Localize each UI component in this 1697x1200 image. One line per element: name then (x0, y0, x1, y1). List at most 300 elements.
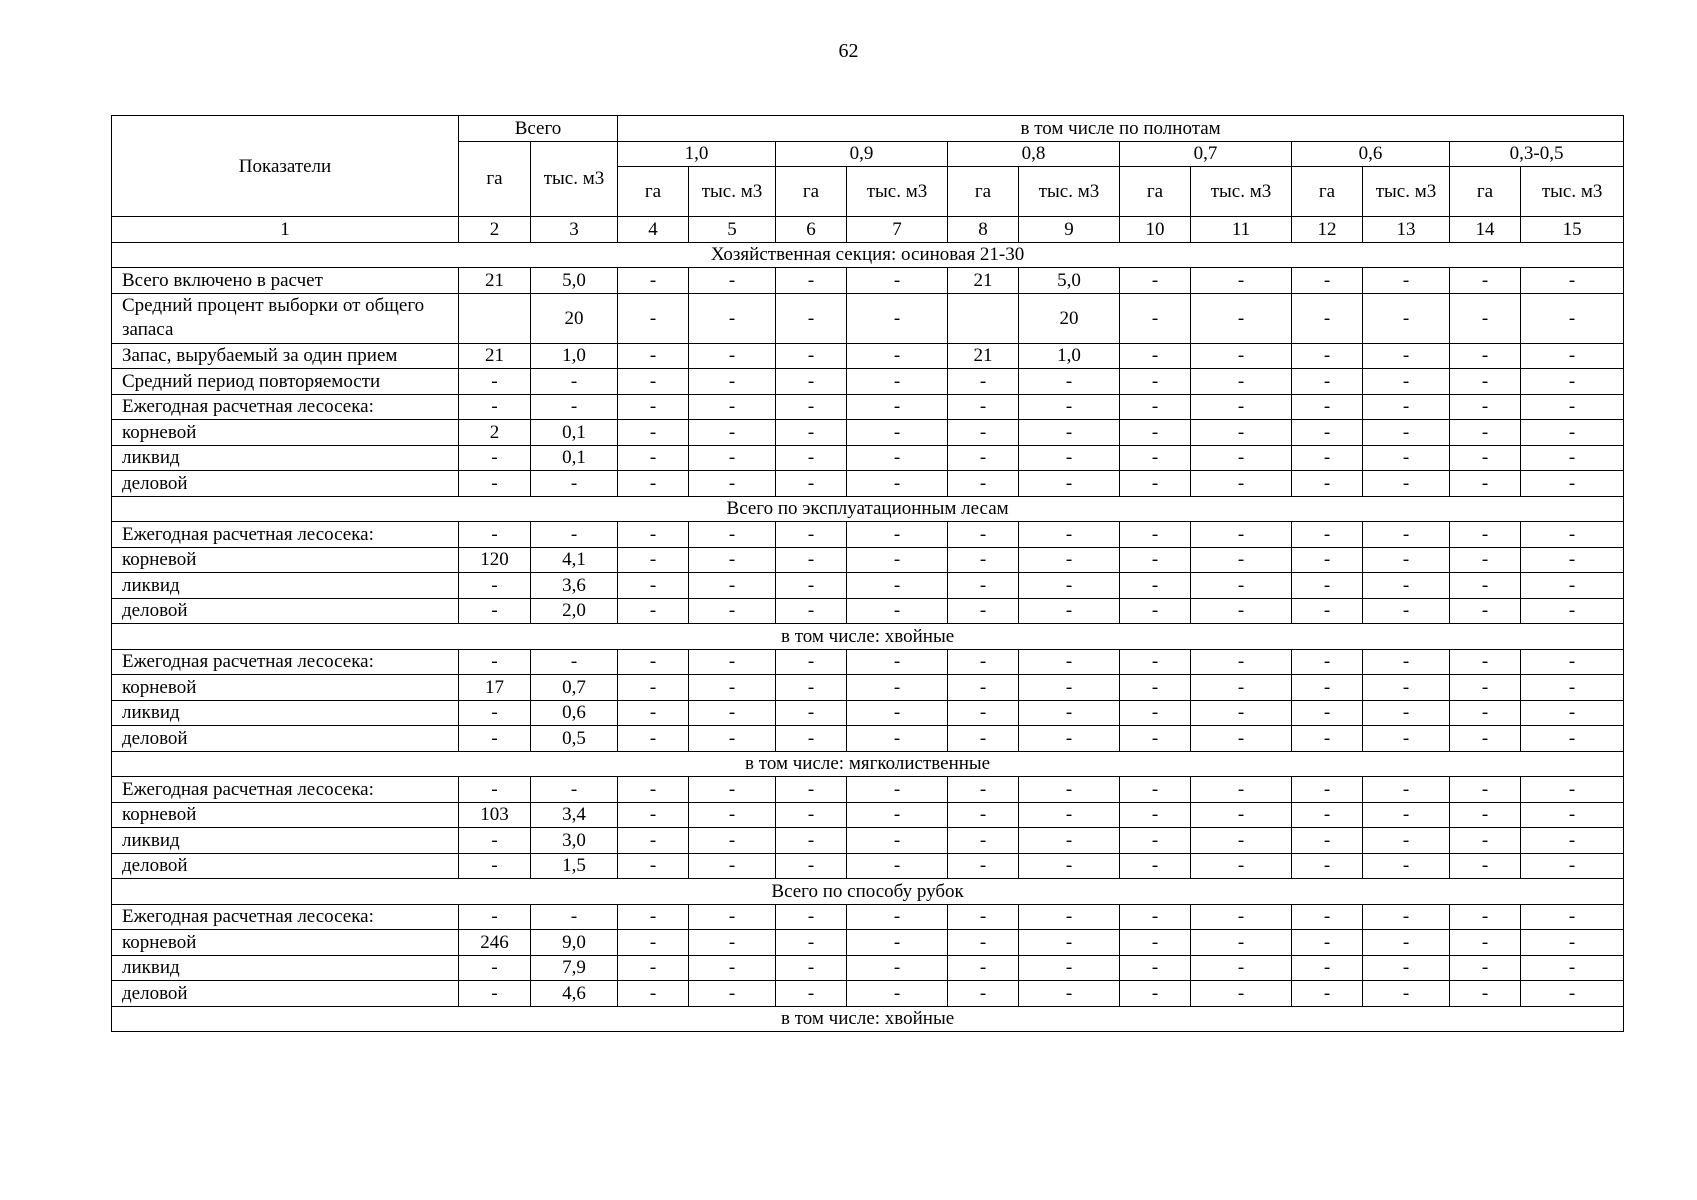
table-row (112, 853, 1624, 879)
table-cell: - (1292, 445, 1363, 471)
table-cell: - (1191, 981, 1292, 1007)
table-cell: - (776, 904, 847, 930)
table-cell: - (1292, 802, 1363, 828)
table-cell: - (459, 726, 531, 752)
table-cell: - (689, 445, 776, 471)
table-cell: - (618, 573, 689, 599)
table-cell: - (1450, 293, 1521, 343)
header-unit-ha: га (776, 167, 847, 217)
table-cell: - (948, 547, 1019, 573)
table-cell: - (618, 293, 689, 343)
table-cell: - (847, 268, 948, 294)
table-cell: - (1450, 981, 1521, 1007)
table-cell: - (1450, 700, 1521, 726)
table-cell: - (1521, 268, 1624, 294)
table-cell: 1,0 (531, 343, 618, 369)
header-density: 0,7 (1120, 141, 1292, 167)
table-cell: - (1450, 675, 1521, 701)
table-cell: - (1191, 420, 1292, 446)
table-cell: 7,9 (531, 955, 618, 981)
header-unit-volume: тыс. м3 (847, 167, 948, 217)
table-cell: - (618, 904, 689, 930)
table-cell: - (689, 802, 776, 828)
table-cell: - (618, 394, 689, 420)
table-cell: - (1019, 981, 1120, 1007)
table-row (112, 573, 1624, 599)
column-number-cell: 6 (776, 217, 847, 243)
table-cell: - (1521, 522, 1624, 548)
table-cell: - (1120, 904, 1191, 930)
table-cell: - (1120, 445, 1191, 471)
table-cell: - (1450, 369, 1521, 395)
table-cell: 21 (459, 343, 531, 369)
table-cell: - (847, 955, 948, 981)
table-cell: - (1521, 293, 1624, 343)
row-label: деловой (112, 471, 459, 497)
table-cell: - (1521, 445, 1624, 471)
table-cell: - (689, 904, 776, 930)
table-cell: - (1450, 522, 1521, 548)
table-row (112, 930, 1624, 956)
table-cell: - (1120, 955, 1191, 981)
table-cell: - (948, 471, 1019, 497)
table-cell: - (618, 853, 689, 879)
section-row (112, 624, 1624, 650)
table-row (112, 471, 1624, 497)
table-cell: - (1292, 777, 1363, 803)
table-cell: - (618, 700, 689, 726)
table-cell: - (1292, 955, 1363, 981)
table-cell: 103 (459, 802, 531, 828)
table-cell (459, 293, 531, 343)
table-cell: - (776, 522, 847, 548)
table-cell: - (1292, 930, 1363, 956)
table-cell: - (1363, 828, 1450, 854)
table-row (112, 369, 1624, 395)
table-cell: - (1521, 471, 1624, 497)
table-cell: 21 (948, 268, 1019, 294)
table-cell: - (948, 394, 1019, 420)
table-cell: - (459, 598, 531, 624)
table-cell: - (1120, 420, 1191, 446)
table-cell: - (1363, 445, 1450, 471)
table-cell: - (459, 904, 531, 930)
table-cell: - (847, 802, 948, 828)
table-cell: - (1450, 268, 1521, 294)
table-cell: - (1019, 369, 1120, 395)
table-cell: - (689, 343, 776, 369)
table-row (112, 802, 1624, 828)
table-cell: - (531, 471, 618, 497)
table-cell: - (1363, 700, 1450, 726)
table-cell: - (1019, 445, 1120, 471)
table-cell: - (1363, 598, 1450, 624)
header-density: 0,8 (948, 141, 1120, 167)
table-cell: 5,0 (1019, 268, 1120, 294)
table-cell: 21 (948, 343, 1019, 369)
table-cell: 2,0 (531, 598, 618, 624)
table-cell: - (847, 394, 948, 420)
row-label: корневой (112, 802, 459, 828)
table-cell: 0,5 (531, 726, 618, 752)
row-label: Запас, вырубаемый за один прием (112, 343, 459, 369)
table-cell: - (847, 649, 948, 675)
table-cell: - (1120, 343, 1191, 369)
table-cell: - (1450, 777, 1521, 803)
table-cell: - (1292, 828, 1363, 854)
table-cell: - (1521, 675, 1624, 701)
table-cell: - (847, 573, 948, 599)
table-cell: - (847, 420, 948, 446)
column-number-cell: 14 (1450, 217, 1521, 243)
section-title: в том числе: хвойные (112, 1006, 1624, 1032)
table-cell: - (1363, 547, 1450, 573)
table-cell: - (689, 828, 776, 854)
table-cell: - (459, 700, 531, 726)
table-cell: - (1450, 904, 1521, 930)
table-cell: - (948, 853, 1019, 879)
header-unit-ha: га (618, 167, 689, 217)
table-cell: - (847, 853, 948, 879)
table-cell: - (1292, 420, 1363, 446)
table-cell: - (459, 828, 531, 854)
section-title: Хозяйственная секция: осиновая 21-30 (112, 242, 1624, 268)
section-title: Всего по эксплуатационным лесам (112, 496, 1624, 522)
header-unit-ha: га (459, 141, 531, 217)
table-cell: - (1191, 802, 1292, 828)
table-cell: - (1450, 828, 1521, 854)
table-cell: - (459, 471, 531, 497)
table-cell: 0,6 (531, 700, 618, 726)
table-cell: - (618, 522, 689, 548)
table-cell: - (1450, 802, 1521, 828)
table-cell: - (1363, 293, 1450, 343)
table-cell: - (1521, 930, 1624, 956)
table-cell: - (776, 394, 847, 420)
column-number-cell: 2 (459, 217, 531, 243)
table-cell: - (618, 828, 689, 854)
table-cell: - (1363, 930, 1450, 956)
table-cell: - (618, 777, 689, 803)
table-cell: - (776, 420, 847, 446)
table-cell: 4,1 (531, 547, 618, 573)
column-number-cell: 7 (847, 217, 948, 243)
table-cell: - (689, 700, 776, 726)
table-cell: - (1292, 394, 1363, 420)
table-cell: - (459, 445, 531, 471)
row-label: ликвид (112, 573, 459, 599)
table-cell: - (1120, 547, 1191, 573)
table-cell: - (1019, 573, 1120, 599)
header-unit-ha: га (948, 167, 1019, 217)
table-cell: 20 (1019, 293, 1120, 343)
header-density: 1,0 (618, 141, 776, 167)
table-cell: - (1191, 547, 1292, 573)
table-cell: - (689, 420, 776, 446)
table-cell: - (689, 675, 776, 701)
table-cell: 9,0 (531, 930, 618, 956)
table-cell: - (847, 471, 948, 497)
header-density: 0,3-0,5 (1450, 141, 1624, 167)
table-cell: - (618, 343, 689, 369)
column-number-cell: 4 (618, 217, 689, 243)
table-cell: - (459, 955, 531, 981)
table-cell: 3,6 (531, 573, 618, 599)
table-cell: - (1363, 268, 1450, 294)
table-cell: - (689, 471, 776, 497)
table-cell: - (1019, 930, 1120, 956)
section-title: в том числе: мягколиственные (112, 751, 1624, 777)
table-cell: - (531, 369, 618, 395)
table-cell: - (459, 649, 531, 675)
section-row (112, 1006, 1624, 1032)
header-unit-volume: тыс. м3 (689, 167, 776, 217)
section-row (112, 242, 1624, 268)
section-row (112, 496, 1624, 522)
table-cell: - (1363, 675, 1450, 701)
table-cell: - (1019, 547, 1120, 573)
table-cell: - (1191, 573, 1292, 599)
header-density: 0,9 (776, 141, 948, 167)
table-cell: - (531, 649, 618, 675)
table-cell: - (1521, 573, 1624, 599)
table-cell: - (1450, 420, 1521, 446)
table-cell: - (1191, 955, 1292, 981)
table-cell: - (776, 930, 847, 956)
table-cell: - (948, 675, 1019, 701)
table-cell: - (1521, 343, 1624, 369)
table-cell: - (1191, 675, 1292, 701)
table-cell: - (948, 904, 1019, 930)
table-cell: - (948, 522, 1019, 548)
table-cell: - (1450, 547, 1521, 573)
table-row (112, 828, 1624, 854)
table-cell: - (948, 573, 1019, 599)
table-cell: - (459, 394, 531, 420)
table-cell: - (1450, 445, 1521, 471)
header-unit-volume: тыс. м3 (1363, 167, 1450, 217)
table-cell: - (1120, 726, 1191, 752)
header-unit-volume: тыс. м3 (531, 141, 618, 217)
row-label: Средний период повторяемости (112, 369, 459, 395)
table-cell: - (847, 293, 948, 343)
table-cell: - (1120, 675, 1191, 701)
table-cell: 0,1 (531, 445, 618, 471)
row-label: Ежегодная расчетная лесосека: (112, 649, 459, 675)
header-density: 0,6 (1292, 141, 1450, 167)
table-cell: - (1120, 268, 1191, 294)
table-cell: - (1191, 445, 1292, 471)
table-cell: - (689, 573, 776, 599)
table-cell: - (776, 293, 847, 343)
page-number: 62 (838, 40, 859, 62)
table-cell: - (1191, 343, 1292, 369)
table-cell: - (1521, 802, 1624, 828)
table-cell: - (776, 802, 847, 828)
table-cell: - (618, 802, 689, 828)
table-cell: - (1521, 726, 1624, 752)
table-cell: - (948, 981, 1019, 1007)
table-cell: 20 (531, 293, 618, 343)
table-cell: - (1019, 394, 1120, 420)
table-cell: - (1191, 522, 1292, 548)
table-cell: - (1120, 293, 1191, 343)
table-cell: - (1363, 955, 1450, 981)
table-cell: - (1292, 343, 1363, 369)
table-cell: - (618, 547, 689, 573)
table-cell: - (531, 777, 618, 803)
table-header (112, 116, 1624, 243)
table-cell: - (1120, 394, 1191, 420)
table-cell: - (618, 675, 689, 701)
table-cell: - (847, 445, 948, 471)
table-cell: - (618, 369, 689, 395)
table-cell: - (776, 649, 847, 675)
table-cell: - (1363, 471, 1450, 497)
table-cell: - (1292, 726, 1363, 752)
table-cell: - (1191, 726, 1292, 752)
table-cell: - (847, 777, 948, 803)
table-cell: - (689, 598, 776, 624)
table-cell: - (948, 930, 1019, 956)
table-row (112, 649, 1624, 675)
table-cell: - (1120, 598, 1191, 624)
table-cell: - (1521, 598, 1624, 624)
table-cell: - (689, 268, 776, 294)
column-number-cell: 9 (1019, 217, 1120, 243)
table-cell: - (1191, 649, 1292, 675)
table-cell: - (1363, 573, 1450, 599)
table-cell: - (1292, 700, 1363, 726)
table-row (112, 598, 1624, 624)
table-cell: 0,7 (531, 675, 618, 701)
table-cell: - (1292, 547, 1363, 573)
table-cell: - (1191, 700, 1292, 726)
table-cell: 5,0 (531, 268, 618, 294)
column-number-cell: 13 (1363, 217, 1450, 243)
table-cell: - (1191, 904, 1292, 930)
table-cell: - (1292, 904, 1363, 930)
table-cell: - (847, 522, 948, 548)
table-cell: - (618, 598, 689, 624)
table-cell: - (1120, 649, 1191, 675)
table-cell: - (1363, 904, 1450, 930)
table-cell: - (1292, 471, 1363, 497)
table-cell: - (1450, 649, 1521, 675)
table-cell: - (948, 598, 1019, 624)
table-cell: - (847, 930, 948, 956)
table-cell: 21 (459, 268, 531, 294)
table-cell: - (1292, 369, 1363, 395)
table-cell: - (1019, 777, 1120, 803)
row-label: Ежегодная расчетная лесосека: (112, 394, 459, 420)
row-label: Ежегодная расчетная лесосека: (112, 522, 459, 548)
header-total: Всего (459, 116, 618, 142)
table-cell: - (689, 777, 776, 803)
table-cell: - (1019, 675, 1120, 701)
table-row (112, 547, 1624, 573)
row-label: Всего включено в расчет (112, 268, 459, 294)
table-cell: - (847, 726, 948, 752)
table-cell: - (1450, 598, 1521, 624)
table-cell: - (1363, 726, 1450, 752)
table-cell: - (1363, 777, 1450, 803)
row-label: ликвид (112, 700, 459, 726)
table-cell: - (1363, 522, 1450, 548)
table-cell: - (459, 777, 531, 803)
column-number-cell: 11 (1191, 217, 1292, 243)
table-cell: - (847, 369, 948, 395)
table-row (112, 522, 1624, 548)
table-cell: - (1120, 981, 1191, 1007)
table-cell: - (948, 777, 1019, 803)
header-unit-ha: га (1120, 167, 1191, 217)
table-cell: 3,4 (531, 802, 618, 828)
table-cell: - (1292, 981, 1363, 1007)
table-cell: - (1292, 268, 1363, 294)
table-cell: - (1120, 573, 1191, 599)
table-cell: - (618, 420, 689, 446)
row-label: Ежегодная расчетная лесосека: (112, 777, 459, 803)
table-row (112, 777, 1624, 803)
row-label: деловой (112, 598, 459, 624)
table-cell: - (459, 369, 531, 395)
table-cell: - (459, 853, 531, 879)
table-cell: - (948, 802, 1019, 828)
table-cell: - (776, 955, 847, 981)
table-cell: - (1019, 853, 1120, 879)
table-cell: - (847, 675, 948, 701)
table-cell: - (1120, 853, 1191, 879)
section-title: Всего по способу рубок (112, 879, 1624, 905)
table-cell: - (847, 828, 948, 854)
column-number-row (112, 217, 1624, 243)
table-cell: - (689, 547, 776, 573)
table-cell: - (1292, 293, 1363, 343)
table-cell (948, 293, 1019, 343)
table-cell: - (1521, 394, 1624, 420)
table-cell: - (948, 369, 1019, 395)
table-row (112, 293, 1624, 343)
table-cell: - (1363, 981, 1450, 1007)
header-unit-volume: тыс. м3 (1191, 167, 1292, 217)
table-cell: - (1292, 649, 1363, 675)
table-cell: - (459, 573, 531, 599)
table-cell: - (776, 726, 847, 752)
header-by-density: в том числе по полнотам (618, 116, 1624, 142)
table-cell: - (776, 471, 847, 497)
table-cell: - (1521, 547, 1624, 573)
table-cell: - (689, 981, 776, 1007)
table-cell: - (689, 522, 776, 548)
table-cell: - (1120, 802, 1191, 828)
table-cell: - (847, 547, 948, 573)
table-row (112, 904, 1624, 930)
table-cell: - (1120, 522, 1191, 548)
table-cell: - (1191, 828, 1292, 854)
table-row (112, 700, 1624, 726)
table-cell: - (1450, 726, 1521, 752)
header-indicators: Показатели (112, 116, 459, 217)
table-body (112, 242, 1624, 1032)
table-cell: - (1521, 955, 1624, 981)
table-cell: - (847, 700, 948, 726)
table-cell: - (1191, 777, 1292, 803)
table-cell: - (618, 649, 689, 675)
table-cell: 17 (459, 675, 531, 701)
table-row (112, 445, 1624, 471)
table-cell: 0,1 (531, 420, 618, 446)
